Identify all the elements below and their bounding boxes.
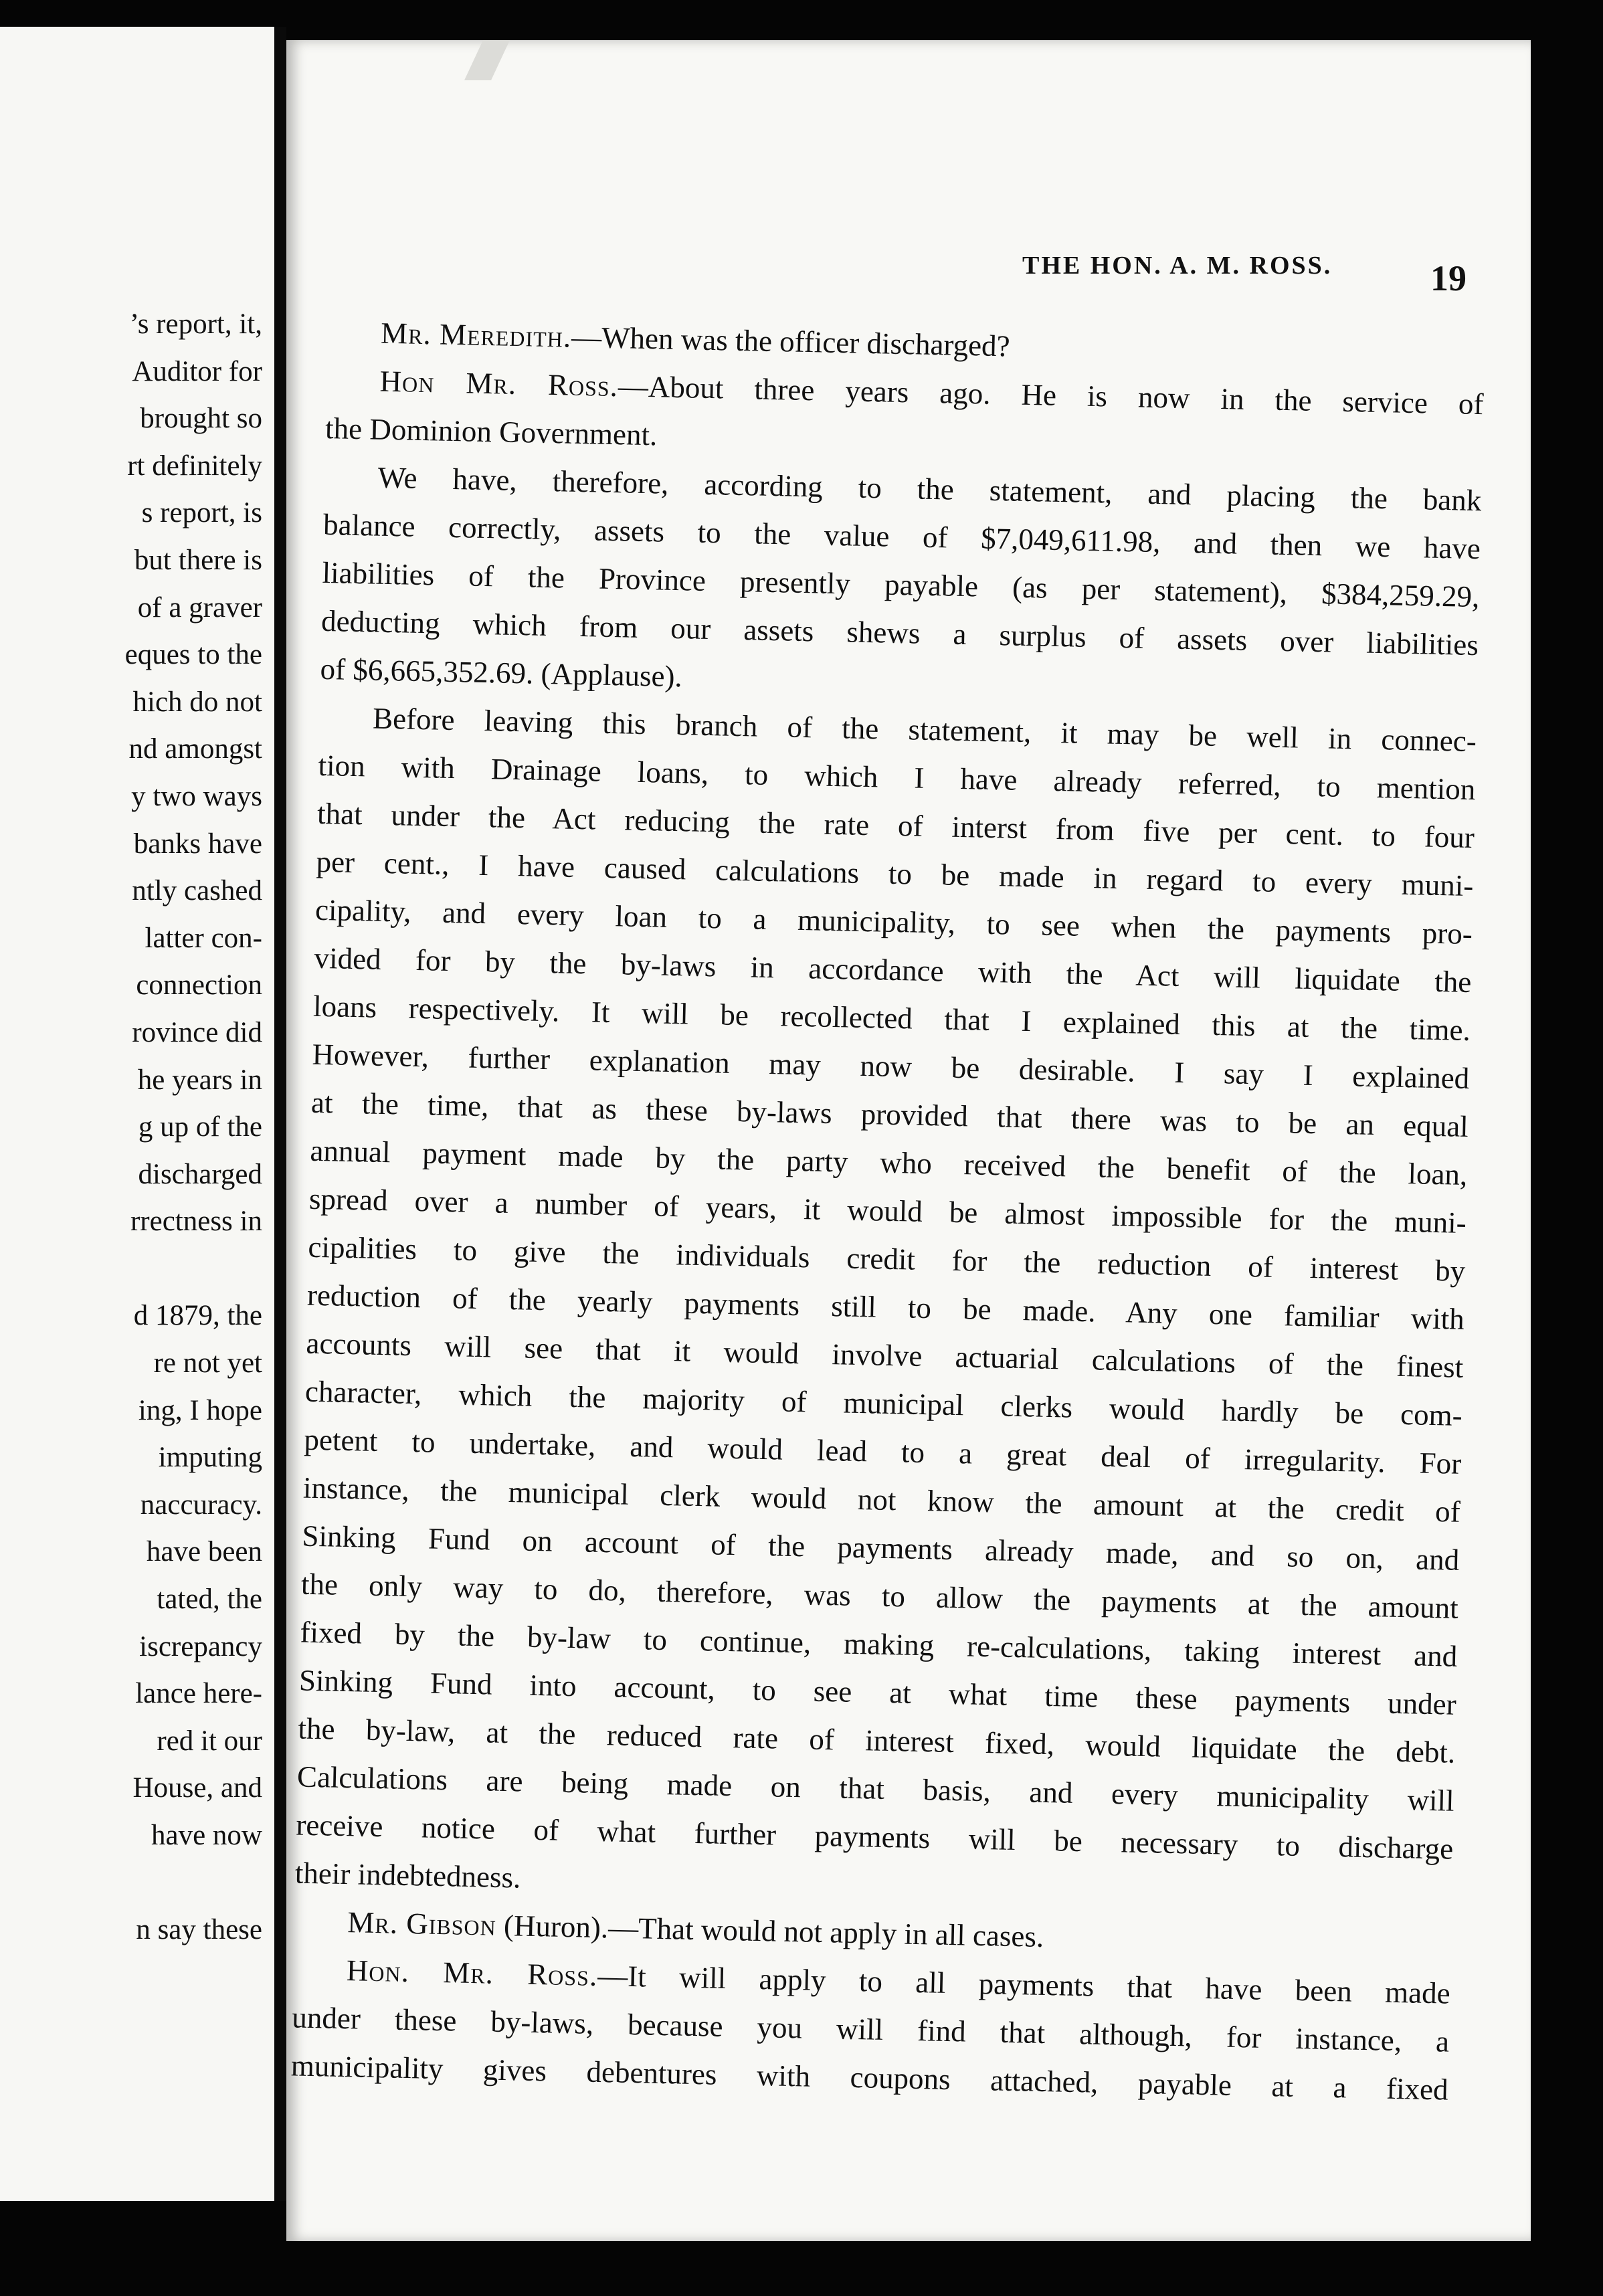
line-text: petent to undertake, and would lead to a great deal of irregularity. For (304, 1422, 1462, 1480)
left-page-line: imputing (158, 1442, 262, 1474)
left-page-line: ing, I hope (138, 1394, 262, 1426)
left-page-line: latter con- (145, 922, 262, 954)
left-page-line: brought so (140, 403, 262, 435)
running-head: THE HON. A. M. ROSS. (1022, 252, 1333, 280)
left-page-line (0, 1246, 262, 1293)
left-page-line: Auditor for (132, 355, 262, 387)
line-text: tion with Drainage loans, to which I have already referred, to mention (318, 748, 1476, 807)
line-text: that under the Act reducing the rate of interst from five per cent. to four (316, 796, 1475, 855)
line-text: deducting which from our assets shews a surplus of assets over liabilities (320, 603, 1479, 662)
left-page-line: connection (136, 969, 262, 1001)
page-number: 19 (1430, 258, 1467, 298)
left-page-line: have now (151, 1820, 262, 1851)
left-page-line: naccuracy. (140, 1489, 262, 1521)
left-page-line: nd amongst (128, 733, 262, 765)
line-text: loans respectively. It will be recollected that I explained this at the time. (312, 989, 1471, 1047)
left-page-line: g up of the (138, 1111, 262, 1143)
left-page-line: but there is (134, 544, 262, 576)
line-text: Calculations are being made on that basis, and every municipality will (296, 1759, 1455, 1818)
speaker-name: Hon. Mr. Ross. (346, 1953, 598, 1992)
line-text: balance correctly, assets to the value of $7,049,611.98, and then we have (322, 507, 1481, 566)
line-text: —It will apply to all payments that have been made (597, 1958, 1451, 2010)
left-page-line: d 1879, the (133, 1300, 262, 1332)
left-page-line: hich do not (132, 686, 262, 718)
line-text: Before leaving this branch of the statement, it may be well in connec- (372, 701, 1477, 759)
line-text: Sinking Fund on account of the payments already made, and so on, and (302, 1519, 1460, 1577)
line-text: vided for by the by-laws in accordance with the Act will liquidate the (314, 941, 1472, 999)
left-page-line: he years in (137, 1064, 262, 1096)
left-page-line: tated, the (157, 1584, 262, 1616)
line-text: character, which the majority of municipal clerks would hardly be com- (304, 1374, 1463, 1432)
line-text: cipalities to give the individuals credit for the reduction of interest by (308, 1230, 1466, 1288)
line-text: —About three years ago. He is now in the service of (618, 369, 1484, 421)
left-page-line (0, 1860, 262, 1907)
line-text: spread over a number of years, it would be almost impossible for the muni- (308, 1181, 1467, 1240)
line-text: receive notice of what further payments will be necessary to discharge (295, 1808, 1454, 1866)
line-text: cipality, and every loan to a municipality, to see when the payments pro- (314, 892, 1473, 951)
line-text: —When was the officer discharged? (571, 320, 1011, 363)
line-text: their indebtedness. (294, 1856, 521, 1895)
line-text: accounts will see that it would involve actuarial calculations of the finest (306, 1326, 1464, 1384)
line-text: We have, therefore, according to the statement, and placing the bank (377, 460, 1482, 518)
left-page-line: lance here- (135, 1678, 262, 1710)
line-text: (Huron).—That would not apply in all cases. (496, 1908, 1044, 1953)
line-text: However, further explanation may now be desirable. I say I explained (312, 1037, 1470, 1095)
line-text: fixed by the by-law to continue, making re-calculations, taking interest and (300, 1615, 1458, 1673)
left-page-line: ’s report, it, (129, 308, 262, 340)
line-text: at the time, that as these by-laws provided that there was to be an equal (310, 1085, 1469, 1143)
left-page-line: have been (146, 1536, 262, 1568)
left-page-line: banks have (133, 828, 262, 860)
left-page-line: n say these (136, 1914, 262, 1946)
line-text: municipality gives debentures with coupons attached, payable at a fixed (290, 2048, 1449, 2107)
left-page-line: discharged (138, 1158, 262, 1190)
line-text: Sinking Fund into account, to see at what time these payments under (298, 1663, 1457, 1721)
left-page-line: eques to the (124, 639, 262, 671)
left-page-line: rrectness in (130, 1206, 262, 1238)
left-page-line: rovince did (132, 1016, 262, 1048)
left-page-line: ntly cashed (132, 875, 262, 907)
line-text: under these by-laws, because you will find that although, for instance, a (291, 2000, 1450, 2059)
page-corner-shadow (464, 40, 510, 80)
left-page-line: y two ways (131, 780, 262, 812)
left-page-line: re not yet (153, 1347, 262, 1379)
line-text: per cent., I have caused calculations to be made in regard to every muni- (316, 844, 1474, 903)
right-page (286, 40, 1531, 2241)
left-page-line: s report, is (141, 497, 262, 529)
line-text: annual payment made by the party who received the benefit of the loan, (310, 1133, 1468, 1191)
left-page-text (0, 301, 262, 1954)
body-text (290, 308, 1485, 2114)
line-text: the by-law, at the reduced rate of interest fixed, would liquidate the debt. (297, 1711, 1456, 1769)
left-page-line: rt definitely (127, 450, 262, 482)
left-page-line: iscrepancy (139, 1630, 262, 1662)
line-text: the only way to do, therefore, was to allow the payments at the amount (300, 1567, 1459, 1625)
line-text: liabilities of the Province presently payable (as per statement), $384,259.29, (322, 555, 1480, 614)
speaker-name: Hon Mr. Ross. (379, 364, 619, 403)
line-text: instance, the municipal clerk would not know the amount at the credit of (302, 1470, 1461, 1529)
left-page-line: House, and (132, 1772, 262, 1804)
line-text: the Dominion Government. (324, 411, 658, 452)
line-text: reduction of the yearly payments still to be made. Any one familiar with (306, 1278, 1465, 1336)
left-page-fragment (0, 27, 286, 2201)
speaker-name: Mr. Meredith. (380, 316, 572, 354)
left-page-line: of a graver (137, 591, 262, 624)
left-page-line: red it our (157, 1725, 262, 1757)
speaker-name: Mr. Gibson (347, 1905, 497, 1942)
line-text: of $6,665,352.69. (Applause). (320, 652, 683, 694)
